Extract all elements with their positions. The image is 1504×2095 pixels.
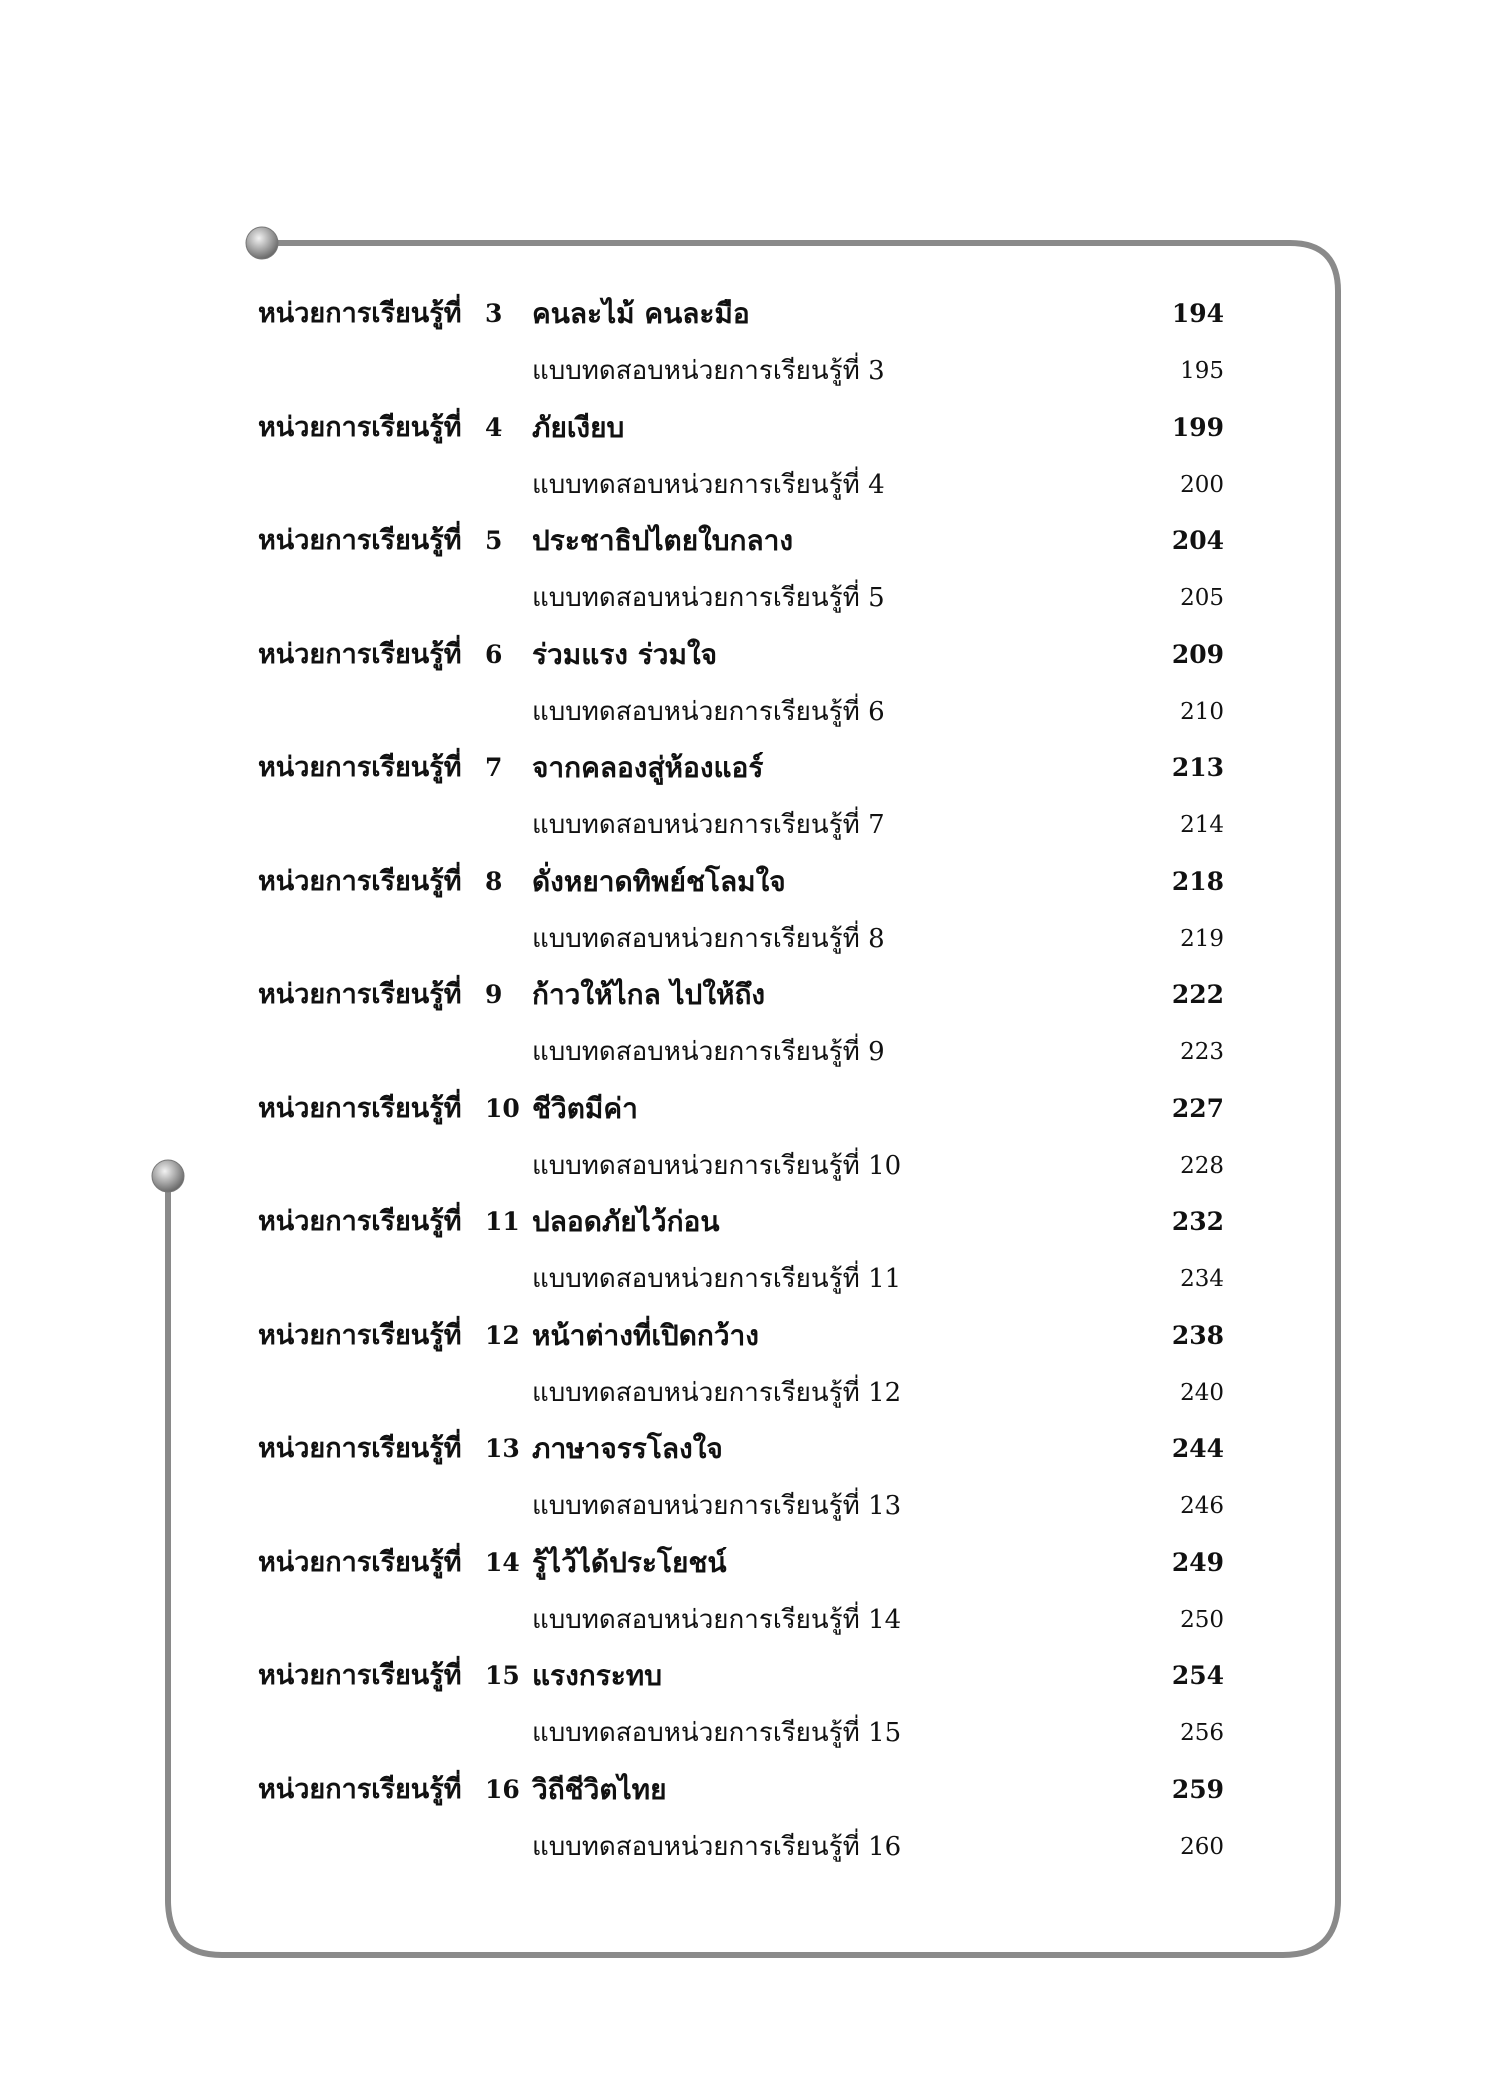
unit-title: หน้าต่างที่เปิดกว้าง (532, 1319, 759, 1352)
test-label: แบบทดสอบหน่วยการเรียนรู้ที่ (532, 1378, 860, 1408)
test-label: แบบทดสอบหน่วยการเรียนรู้ที่ (532, 1264, 860, 1294)
unit-page: 222 (1171, 980, 1224, 1009)
unit-label: หน่วยการเรียนรู้ที่ (258, 1660, 462, 1691)
unit-label: หน่วยการเรียนรู้ที่ (258, 1093, 462, 1124)
test-page: 195 (1180, 358, 1224, 384)
test-title (532, 913, 885, 965)
unit-title: ก้าวให้ไกล ไปให้ถึง (532, 978, 766, 1011)
unit-number: 16 (485, 1775, 520, 1804)
toc-test-row (0, 1821, 1504, 1873)
test-label: แบบทดสอบหน่วยการเรียนรู้ที่ (532, 356, 860, 386)
test-page: 205 (1180, 585, 1224, 611)
test-number: 5 (868, 583, 885, 613)
unit-number: 9 (485, 980, 503, 1009)
unit-label: หน่วยการเรียนรู้ที่ (258, 412, 462, 443)
unit-page: 249 (1171, 1548, 1224, 1577)
test-label: แบบทดสอบหน่วยการเรียนรู้ที่ (532, 1151, 860, 1181)
unit-title: รู้ไว้ได้ประโยชน์ (532, 1546, 727, 1579)
toc-test-row (0, 1253, 1504, 1305)
unit-number: 14 (485, 1548, 520, 1577)
test-page: 260 (1180, 1834, 1224, 1860)
test-number: 13 (868, 1491, 902, 1521)
test-page: 210 (1180, 699, 1224, 725)
unit-title: ร่วมแรง ร่วมใจ (532, 638, 718, 671)
toc-test-row (0, 1367, 1504, 1419)
test-label: แบบทดสอบหน่วยการเรียนรู้ที่ (532, 1037, 860, 1067)
unit-label: หน่วยการเรียนรู้ที่ (258, 525, 462, 556)
unit-number: 15 (485, 1661, 520, 1690)
unit-page: 227 (1171, 1094, 1224, 1123)
unit-label: หน่วยการเรียนรู้ที่ (258, 1206, 462, 1237)
toc-test-row (0, 913, 1504, 965)
test-number: 7 (868, 810, 885, 840)
unit-page: 254 (1171, 1661, 1224, 1690)
unit-page: 218 (1171, 867, 1224, 896)
test-title (532, 1253, 901, 1305)
test-title (532, 1480, 901, 1532)
unit-number: 5 (485, 526, 503, 555)
test-page: 219 (1180, 926, 1224, 952)
test-number: 6 (868, 697, 885, 727)
unit-label: หน่วยการเรียนรู้ที่ (258, 1433, 462, 1464)
test-label: แบบทดสอบหน่วยการเรียนรู้ที่ (532, 1491, 860, 1521)
unit-label: หน่วยการเรียนรู้ที่ (258, 1547, 462, 1578)
unit-number: 11 (485, 1207, 520, 1236)
toc-unit-row (0, 742, 1504, 794)
test-number: 12 (868, 1378, 902, 1408)
unit-label: หน่วยการเรียนรู้ที่ (258, 298, 462, 329)
unit-number: 3 (485, 299, 503, 328)
toc-test-row (0, 686, 1504, 738)
unit-label: หน่วยการเรียนรู้ที่ (258, 752, 462, 783)
test-title (532, 1140, 901, 1192)
toc-unit-row (0, 1310, 1504, 1362)
test-label: แบบทดสอบหน่วยการเรียนรู้ที่ (532, 583, 860, 613)
test-number: 16 (868, 1832, 902, 1862)
unit-page: 199 (1171, 413, 1224, 442)
toc-unit-row (0, 1196, 1504, 1248)
toc-test-row (0, 1707, 1504, 1759)
unit-number: 7 (485, 753, 503, 782)
toc-unit-row (0, 1423, 1504, 1475)
toc-unit-row (0, 288, 1504, 340)
unit-number: 12 (485, 1321, 520, 1350)
toc-unit-row (0, 515, 1504, 567)
unit-page: 259 (1171, 1775, 1224, 1804)
unit-title: ปลอดภัยไว้ก่อน (532, 1205, 720, 1238)
test-number: 11 (868, 1264, 902, 1294)
test-page: 240 (1180, 1380, 1224, 1406)
unit-label: หน่วยการเรียนรู้ที่ (258, 639, 462, 670)
test-title (532, 1026, 885, 1078)
test-number: 4 (868, 470, 885, 500)
toc-unit-row (0, 1764, 1504, 1816)
test-label: แบบทดสอบหน่วยการเรียนรู้ที่ (532, 924, 860, 954)
unit-page: 209 (1171, 640, 1224, 669)
toc-test-row (0, 572, 1504, 624)
unit-number: 13 (485, 1434, 520, 1463)
test-label: แบบทดสอบหน่วยการเรียนรู้ที่ (532, 1718, 860, 1748)
unit-title: ภาษาจรรโลงใจ (532, 1432, 723, 1465)
test-title (532, 1367, 901, 1419)
test-number: 8 (868, 924, 885, 954)
unit-label: หน่วยการเรียนรู้ที่ (258, 1320, 462, 1351)
unit-page: 238 (1171, 1321, 1224, 1350)
test-label: แบบทดสอบหน่วยการเรียนรู้ที่ (532, 697, 860, 727)
test-page: 228 (1180, 1153, 1224, 1179)
toc-unit-row (0, 1650, 1504, 1702)
test-page: 234 (1180, 1266, 1224, 1292)
test-page: 214 (1180, 812, 1224, 838)
unit-title: ชีวิตมีค่า (532, 1092, 638, 1125)
unit-title: ประชาธิปไตยใบกลาง (532, 524, 794, 557)
unit-title: ภัยเงียบ (532, 411, 625, 444)
test-number: 15 (868, 1718, 902, 1748)
toc-unit-row (0, 856, 1504, 908)
toc-test-row (0, 1480, 1504, 1532)
toc-unit-row (0, 629, 1504, 681)
toc-test-row (0, 799, 1504, 851)
unit-page: 204 (1171, 526, 1224, 555)
test-title (532, 459, 885, 511)
unit-title: ดั่งหยาดทิพย์ชโลมใจ (532, 865, 786, 898)
test-number: 14 (868, 1605, 902, 1635)
test-number: 9 (868, 1037, 885, 1067)
test-page: 223 (1180, 1039, 1224, 1065)
unit-label: หน่วยการเรียนรู้ที่ (258, 1774, 462, 1805)
test-title (532, 1821, 901, 1873)
test-number: 3 (868, 356, 885, 386)
test-page: 200 (1180, 472, 1224, 498)
toc-unit-row (0, 1537, 1504, 1589)
unit-title: คนละไม้ คนละมือ (532, 297, 750, 330)
unit-title: วิถีชีวิตไทย (532, 1773, 667, 1806)
test-title (532, 572, 885, 624)
toc-test-row (0, 1594, 1504, 1646)
unit-number: 6 (485, 640, 503, 669)
toc-unit-row (0, 402, 1504, 454)
toc-test-row (0, 345, 1504, 397)
test-page: 250 (1180, 1607, 1224, 1633)
test-title (532, 345, 885, 397)
unit-page: 194 (1171, 299, 1224, 328)
unit-title: แรงกระทบ (532, 1659, 663, 1692)
test-title (532, 1707, 901, 1759)
unit-page: 213 (1171, 753, 1224, 782)
unit-number: 4 (485, 413, 503, 442)
toc-test-row (0, 1140, 1504, 1192)
toc-unit-row (0, 1083, 1504, 1135)
unit-page: 244 (1171, 1434, 1224, 1463)
unit-label: หน่วยการเรียนรู้ที่ (258, 979, 462, 1010)
test-page: 256 (1180, 1720, 1224, 1746)
test-page: 246 (1180, 1493, 1224, 1519)
unit-label: หน่วยการเรียนรู้ที่ (258, 866, 462, 897)
unit-title: จากคลองสู่ห้องแอร์ (532, 751, 764, 784)
test-label: แบบทดสอบหน่วยการเรียนรู้ที่ (532, 470, 860, 500)
unit-number: 10 (485, 1094, 520, 1123)
test-title (532, 686, 885, 738)
test-label: แบบทดสอบหน่วยการเรียนรู้ที่ (532, 1832, 860, 1862)
unit-number: 8 (485, 867, 503, 896)
test-title (532, 1594, 901, 1646)
toc-unit-row (0, 969, 1504, 1021)
test-label: แบบทดสอบหน่วยการเรียนรู้ที่ (532, 810, 860, 840)
toc-test-row (0, 1026, 1504, 1078)
test-number: 10 (868, 1151, 902, 1181)
unit-page: 232 (1171, 1207, 1224, 1236)
toc-test-row (0, 459, 1504, 511)
test-label: แบบทดสอบหน่วยการเรียนรู้ที่ (532, 1605, 860, 1635)
test-title (532, 799, 885, 851)
